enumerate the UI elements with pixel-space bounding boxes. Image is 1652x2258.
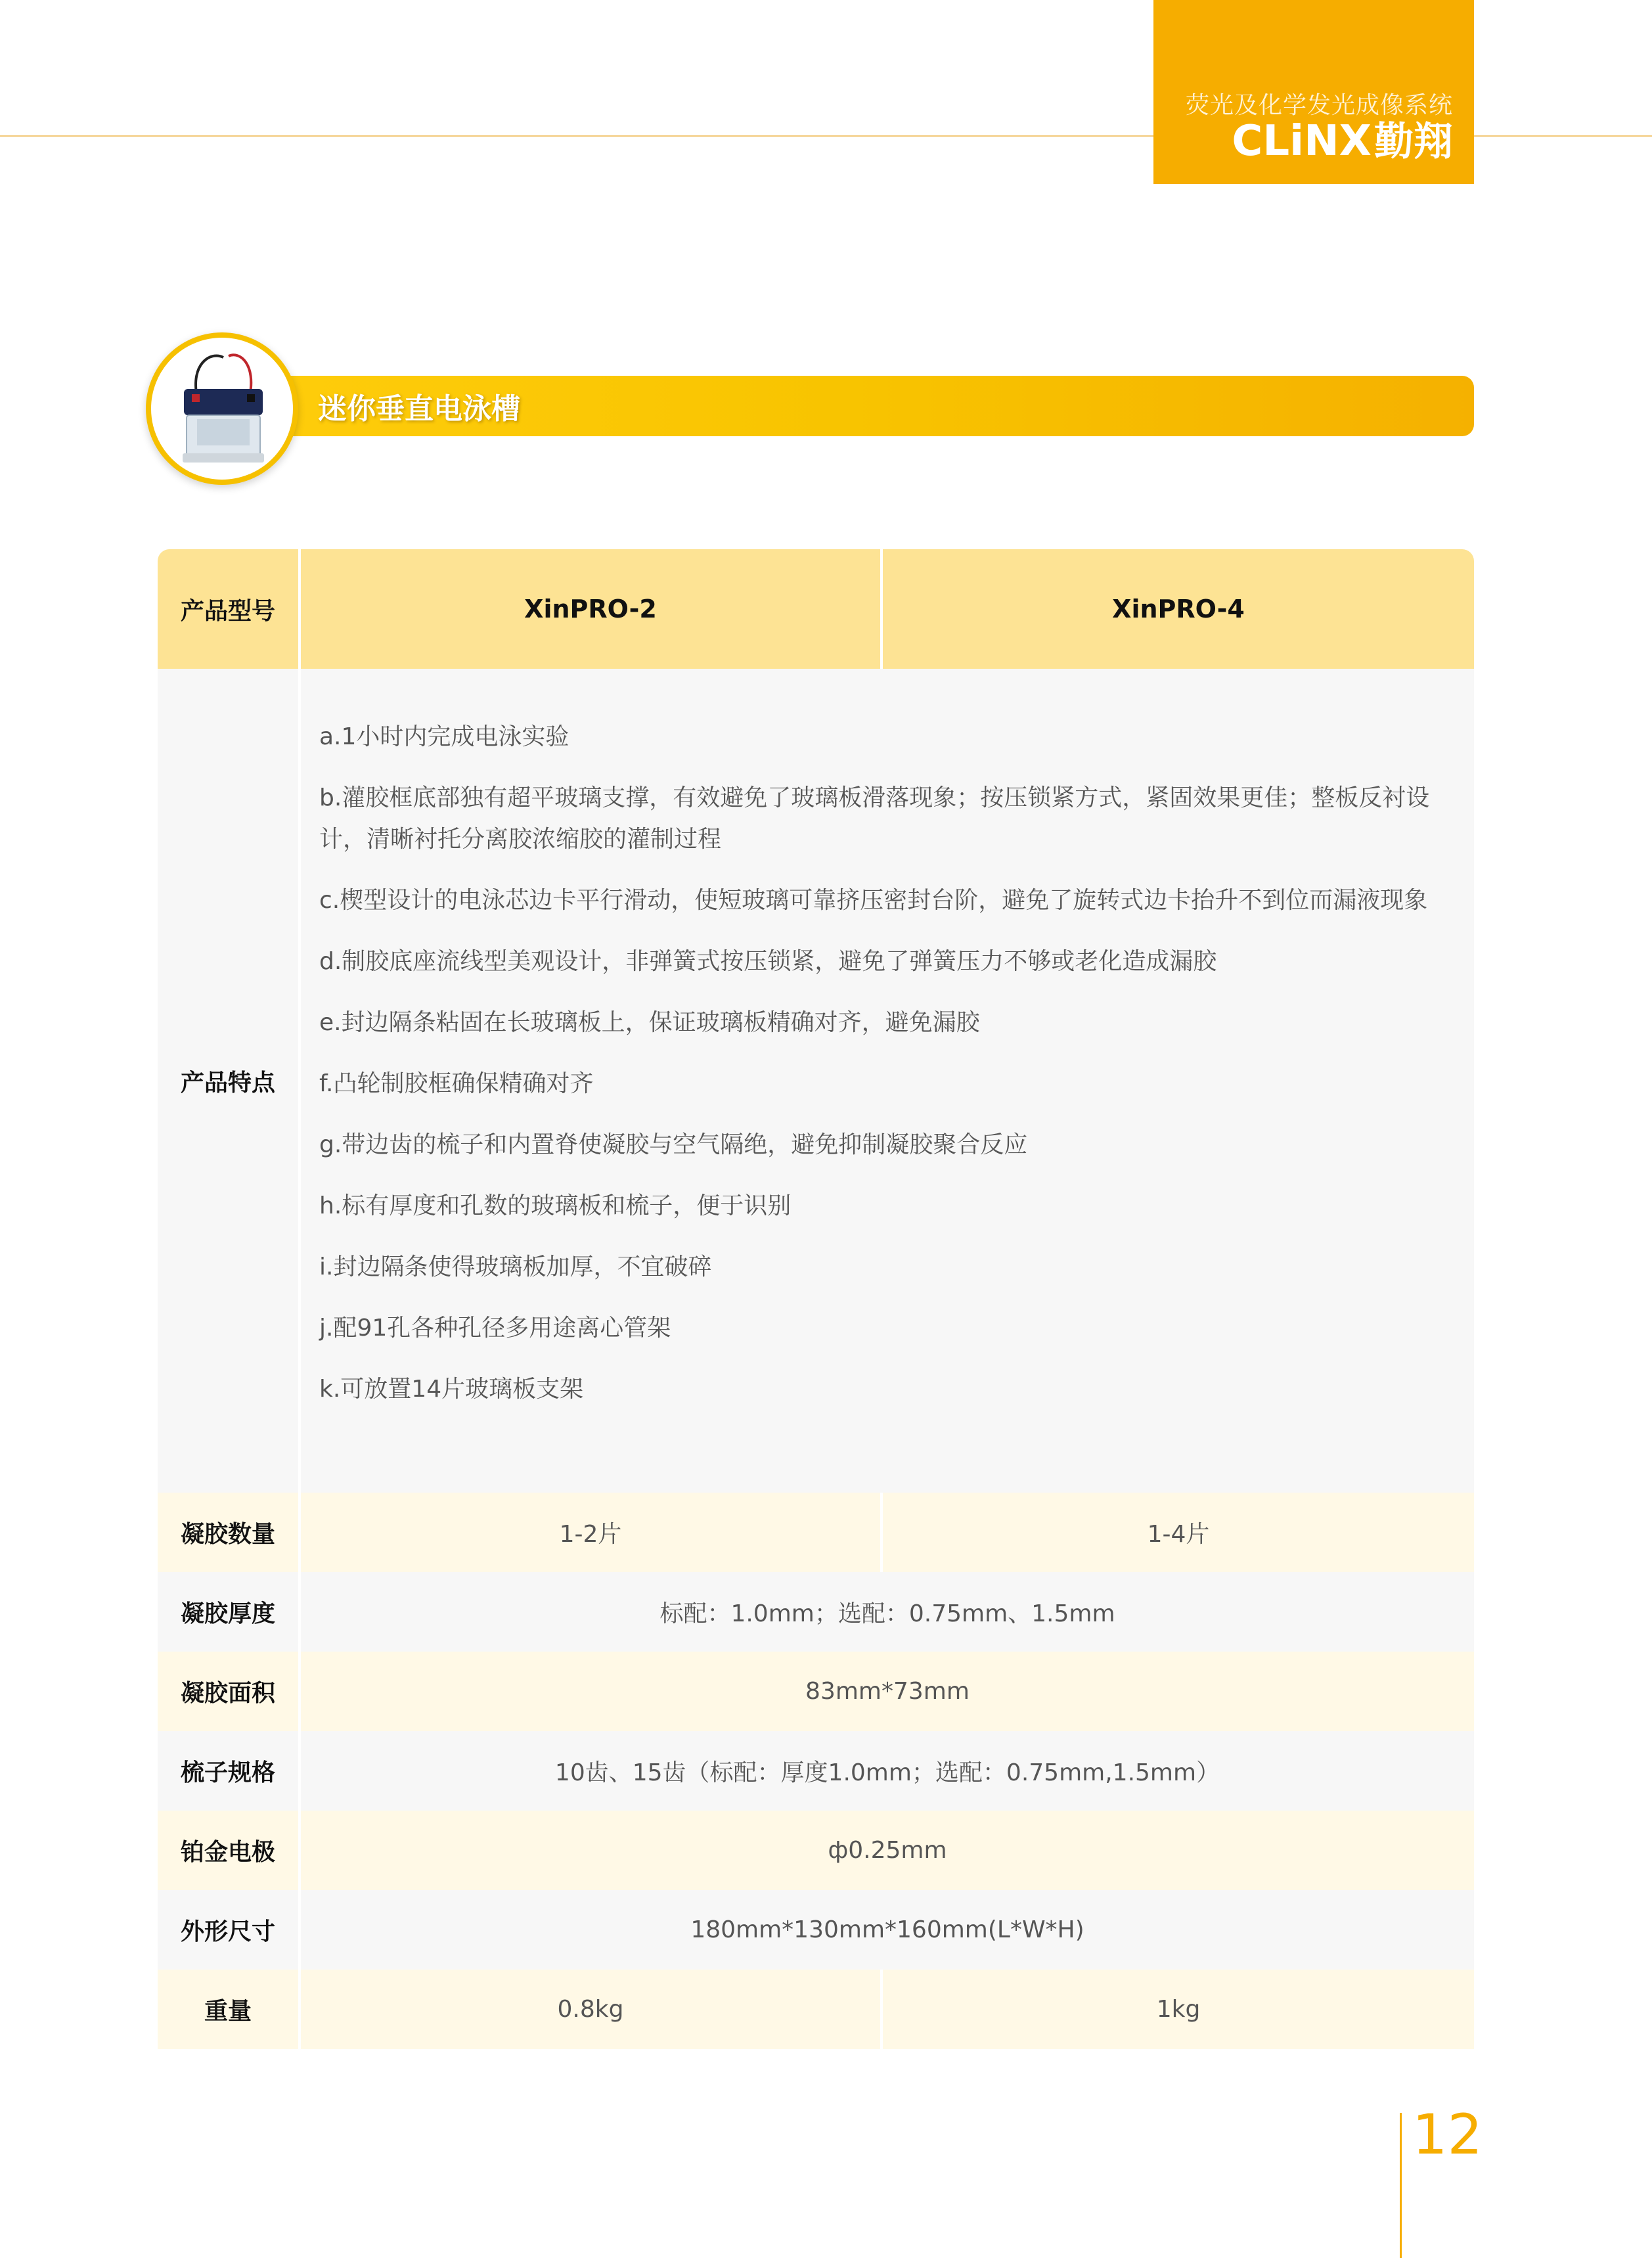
comb-row [158,1731,1474,1811]
feature-item: j.配91孔各种孔径多用途离心管架 [319,1315,671,1342]
feature-item: c.楔型设计的电泳芯边卡平行滑动，使短玻璃可靠挤压密封台阶，避免了旋转式边卡抬升不到位而漏液现象 [319,887,1428,914]
feature-item: b.灌胶框底部独有超平玻璃支撑，有效避免了玻璃板滑落现象；按压锁紧方式，紧固效果更佳；整板反衬设计，清晰衬托分离胶浓缩胶的灌制过程 [319,784,1430,853]
weight-xinpro-2: 0.8kg [301,1970,883,2049]
model-xinpro-4: XinPRO-4 [883,549,1474,669]
electrode-label: 铂金电极 [158,1811,301,1890]
product-thumbnail [146,332,298,485]
weight-label: 重量 [158,1970,301,2049]
page-number: 12 [1412,2102,1483,2167]
feature-item: e.封边隔条粘固在长玻璃板上，保证玻璃板精确对齐，避免漏胶 [319,1009,980,1036]
feature-item: a.1小时内完成电泳实验 [319,723,569,750]
feature-item: f.凸轮制胶框确保精确对齐 [319,1070,594,1097]
gel-count-row [158,1493,1474,1572]
dimensions-row [158,1890,1474,1970]
weight-row [158,1970,1474,2049]
gel-thickness-value: 标配：1.0mm；选配：0.75mm、1.5mm [301,1572,1474,1652]
features-list [301,669,1474,1493]
logo-en: CLiNX [1232,117,1372,166]
page-number-rule [1400,2113,1402,2258]
electrophoresis-tank-image [151,338,293,480]
gel-area-row [158,1652,1474,1731]
feature-item: g.带边齿的梳子和内置脊使凝胶与空气隔绝，避免抑制凝胶聚合反应 [319,1131,1028,1158]
gel-count-xinpro-4: 1-4片 [883,1493,1474,1572]
gel-area-value: 83mm*73mm [301,1652,1474,1731]
feature-item: d.制胶底座流线型美观设计，非弹簧式按压锁紧，避免了弹簧压力不够或老化造成漏胶 [319,948,1217,975]
logo-cn: 勤翔 [1374,119,1453,165]
gel-area-label: 凝胶面积 [158,1652,301,1731]
weight-xinpro-4: 1kg [883,1970,1474,2049]
brand-block [1153,0,1474,184]
feature-item: i.封边隔条使得玻璃板加厚，不宜破碎 [319,1253,712,1280]
brand-logo [1232,118,1453,165]
comb-value: 10齿、15齿（标配：厚度1.0mm；选配：0.75mm,1.5mm） [301,1731,1474,1811]
gel-thickness-label: 凝胶厚度 [158,1572,301,1652]
electrode-row [158,1811,1474,1890]
dimensions-value: 180mm*130mm*160mm(L*W*H) [301,1890,1474,1970]
gel-thickness-row [158,1572,1474,1652]
features-label: 产品特点 [158,669,301,1493]
spec-table [158,549,1474,2049]
model-xinpro-2: XinPRO-2 [301,549,883,669]
comb-label: 梳子规格 [158,1731,301,1811]
table-header-row [158,549,1474,669]
section-title: 迷你垂直电泳槽 [318,392,520,426]
model-label: 产品型号 [158,549,301,669]
feature-item: k.可放置14片玻璃板支架 [319,1376,584,1403]
brand-subtitle: 荧光及化学发光成像系统 [1185,92,1453,119]
gel-count-xinpro-2: 1-2片 [301,1493,883,1572]
electrode-value: ф0.25mm [301,1811,1474,1890]
features-row [158,669,1474,1493]
dimensions-label: 外形尺寸 [158,1890,301,1970]
feature-item: h.标有厚度和孔数的玻璃板和梳子，便于识别 [319,1192,792,1219]
gel-count-label: 凝胶数量 [158,1493,301,1572]
